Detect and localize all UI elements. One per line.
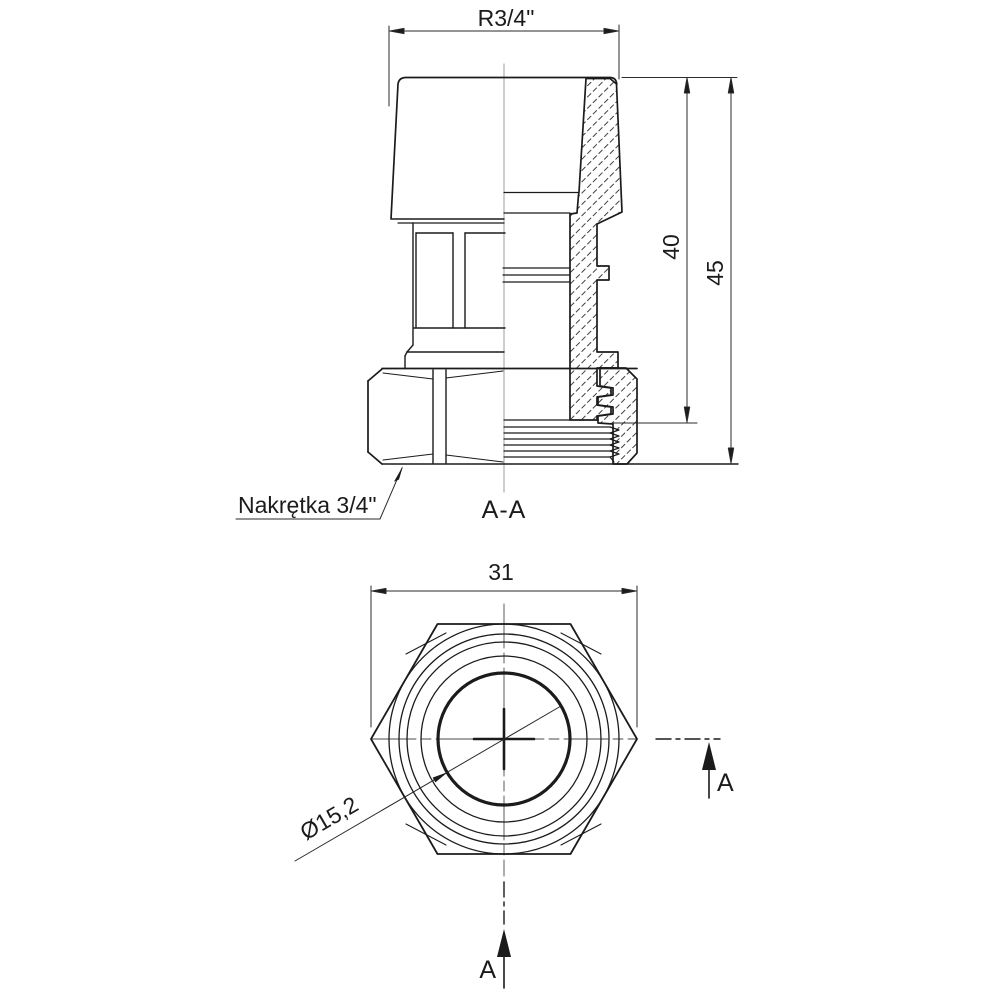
dim-thread-text: R3/4"	[477, 5, 535, 31]
nut-label: Nakrętka 3/4"	[238, 492, 377, 518]
nut-internal-thread	[504, 427, 619, 462]
bottom-view	[295, 559, 734, 988]
nut-callout	[236, 466, 403, 519]
internal-edges	[503, 193, 579, 421]
nut-exterior	[368, 369, 738, 465]
cut-plane-bottom	[479, 882, 511, 988]
nut-section-hatched	[598, 368, 637, 464]
dim-total-length-text: 45	[702, 260, 728, 286]
section-title: A-A	[481, 496, 527, 524]
side-section-view	[236, 5, 738, 524]
dim-body-length-text: 40	[658, 234, 684, 260]
cut-label-bottom: A	[479, 956, 496, 984]
bore-dim-text: Ø15,2	[295, 791, 363, 846]
cut-plane-right	[656, 739, 734, 798]
cut-label-right: A	[717, 769, 734, 797]
dim-width-text: 31	[488, 559, 514, 585]
neck-exterior	[405, 223, 505, 368]
